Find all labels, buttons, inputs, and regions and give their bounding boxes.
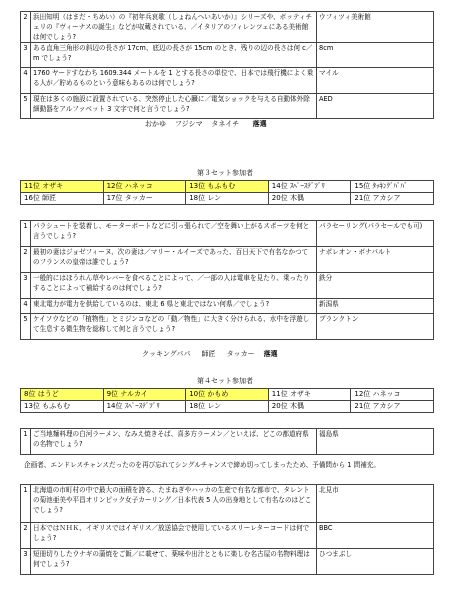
answer-text: 8cm	[317, 43, 434, 68]
participant-cell: 21位 アカシア	[351, 401, 434, 413]
participant-cell: 14位 ｽﾍﾟｰｽﾃﾞﾌﾞﾘ	[103, 401, 186, 413]
participant-cell: 15位 ﾀｯｷﾝｸﾞﾊﾞﾊﾞ	[351, 181, 434, 193]
survivor-name: クッキングパパ	[142, 350, 191, 358]
participant-cell: 18位 レン	[186, 193, 269, 205]
participant-cell: 13位 もふもむ	[21, 401, 104, 413]
table-row	[21, 221, 434, 247]
question-number: 4	[21, 299, 31, 314]
question-number: 2	[21, 523, 31, 549]
set3-question-table	[20, 220, 434, 340]
question-text: 日本ではＮＨＫ、イギリスではイギリス／放送協会で使用しているスリーレターコードは何でしょう?	[31, 523, 317, 549]
table-row	[21, 247, 434, 273]
table-row	[21, 94, 434, 119]
organizer-note: 企画者、エンドレスチャンスだったのを再び忘れてシングルチャンスで締め切ってしまったため、予備問から 1 問補充。	[24, 461, 380, 469]
dropped-label: 落選	[252, 120, 267, 128]
question-number: 1	[21, 221, 31, 247]
table-row	[21, 549, 434, 575]
question-number: 5	[21, 314, 31, 340]
question-text: 短冊切りしたウナギの蒲焼をご飯／に載せて、薬味や出汁とともに楽しむ名古屋の名物料理は何でしょう?	[31, 549, 317, 575]
question-number: 2	[21, 12, 31, 43]
table-row	[21, 389, 434, 401]
question-number: 2	[21, 247, 31, 273]
table-row	[21, 523, 434, 549]
question-number: 3	[21, 549, 31, 575]
survivor-name: タッカー	[226, 350, 255, 358]
question-number: 5	[21, 94, 31, 119]
question-text: 現在は多くの施設に設置されている、突然停止した心臓に／電気ショックを与える自動体外除細動器をアルファベット 3 文字で何と言うでしょう?	[31, 94, 317, 119]
answer-text: BBC	[317, 523, 434, 549]
table-row	[21, 299, 434, 314]
participant-cell: 11位 オザキ	[21, 181, 104, 193]
participant-cell: 9位 ナルカイ	[103, 389, 186, 401]
table-row	[21, 401, 434, 413]
question-number: 1	[21, 485, 31, 523]
participant-cell: 21位 アカシア	[351, 193, 434, 205]
answer-text: ナポレオン・ボナパルト	[317, 247, 434, 273]
participant-cell: 12位 ハネッコ	[103, 181, 186, 193]
answer-text: 鉄分	[317, 273, 434, 299]
set3-title: 第３セット参加者	[197, 169, 253, 177]
participant-cell: 20位 木偶	[268, 401, 351, 413]
table-row	[21, 193, 434, 205]
participant-cell: 14位 ｽﾍﾟｰｽﾃﾞﾌﾞﾘ	[268, 181, 351, 193]
question-text: 1760 ヤードすなわち 1609.344 メートルを 1 とする長さの単位で、日本では飛行機によく乗る人が／貯めるものという意味もあるのは何でしょう?	[31, 68, 317, 94]
set2-result-line	[145, 119, 267, 129]
set4-question-table	[20, 484, 434, 575]
table-row	[21, 485, 434, 523]
answer-text: AED	[317, 94, 434, 119]
question-text: ご当地麺料理の白河ラーメン、なみえ焼きそば、喜多方ラーメン／といえば、どこの都道府県の名物でしょう?	[31, 429, 317, 455]
answer-text: 北見市	[317, 485, 434, 523]
answer-text: パラセーリング(パラセールでも可)	[317, 221, 434, 247]
participant-cell: 16位 師匠	[21, 193, 104, 205]
question-number: 3	[21, 273, 31, 299]
answer-text: マイル	[317, 68, 434, 94]
question-text: 東北電力が電力を供給しているのは、東北 6 県と東北ではない何県／でしょう?	[31, 299, 317, 314]
participant-cell: 12位 ハネッコ	[351, 389, 434, 401]
question-number: 4	[21, 68, 31, 94]
survivor-name: フジシマ	[174, 120, 203, 128]
participant-cell: 18位 レン	[186, 401, 269, 413]
participant-cell: 11位 オザキ	[268, 389, 351, 401]
answer-text: ひつまぶし	[317, 549, 434, 575]
question-text: ケイソウなどの「植物性」とミジンコなどの「動／物性」に大きく分けられる、水中を浮遊して生息する微生物を総称して何と言うでしょう?	[31, 314, 317, 340]
participant-cell: 8位 はうど	[21, 389, 104, 401]
question-text: 浜田知明（はまだ・ちめい）の『初年兵哀歌（しょねんへいあいか）』シリーズや、ボッティチェリの『ヴィーナスの誕生』などが収蔵されている、／イタリアのフィレンツェにある美術館は何でしょう?	[31, 12, 317, 43]
answer-text: ウフィツィ美術館	[317, 12, 434, 43]
table-row	[21, 43, 434, 68]
table-row	[21, 314, 434, 340]
question-text: 北海道の市町村の中で最大の面積を誇る、たまねぎやハッカの生産で有名な都市で、タレントの菊池亜美や平昌オリンピック女子カーリング／日本代表 5 人の出身地として有名なのはどこでしょう?	[31, 485, 317, 523]
question-text: 最初の妻はジョゼフィーヌ、次の妻は／マリー・ルイーズであった、百日天下で有名なかつてのフランスの皇帝は誰でしょう?	[31, 247, 317, 273]
dropped-label: 落選	[263, 350, 278, 358]
survivor-name: タネイチ	[211, 120, 240, 128]
question-number: 3	[21, 43, 31, 68]
set3-participant-table	[20, 180, 434, 205]
answer-text: プランクトン	[317, 314, 434, 340]
question-number: 1	[21, 429, 31, 455]
survivor-name: おかゆ	[145, 120, 166, 128]
participant-cell: 20位 木偶	[268, 193, 351, 205]
question-text: 一般的にはほうれん草やレバーを食べることによって、／一部の人は電車を見たり、乗ったりすることによって補給するのは何でしょう?	[31, 273, 317, 299]
table-row	[21, 273, 434, 299]
participant-cell: 17位 タッカー	[103, 193, 186, 205]
survivor-name: 師匠	[201, 350, 216, 358]
set4-question1-table	[20, 428, 434, 455]
table-row	[21, 429, 434, 455]
set3-result-line	[142, 349, 278, 359]
participant-cell: 13位 もふもむ	[186, 181, 269, 193]
question-text: パラシュートを装着し、モーターボートなどに引っ張られて／空を舞い上がるスポーツを何と言うでしょう?	[31, 221, 317, 247]
table-row	[21, 12, 434, 43]
set4-title: 第４セット参加者	[197, 377, 253, 385]
set4-participant-table	[20, 388, 434, 413]
table-row	[21, 181, 434, 193]
answer-text: 福島県	[317, 429, 434, 455]
participant-cell: 10位 かもめ	[186, 389, 269, 401]
set2-question-table	[20, 11, 434, 119]
table-row	[21, 68, 434, 94]
answer-text: 新潟県	[317, 299, 434, 314]
question-text: ある直角三角形の斜辺の長さが 17cm、底辺の長さが 15cm のとき、残りの辺の長さは何 c／m でしょう?	[31, 43, 317, 68]
